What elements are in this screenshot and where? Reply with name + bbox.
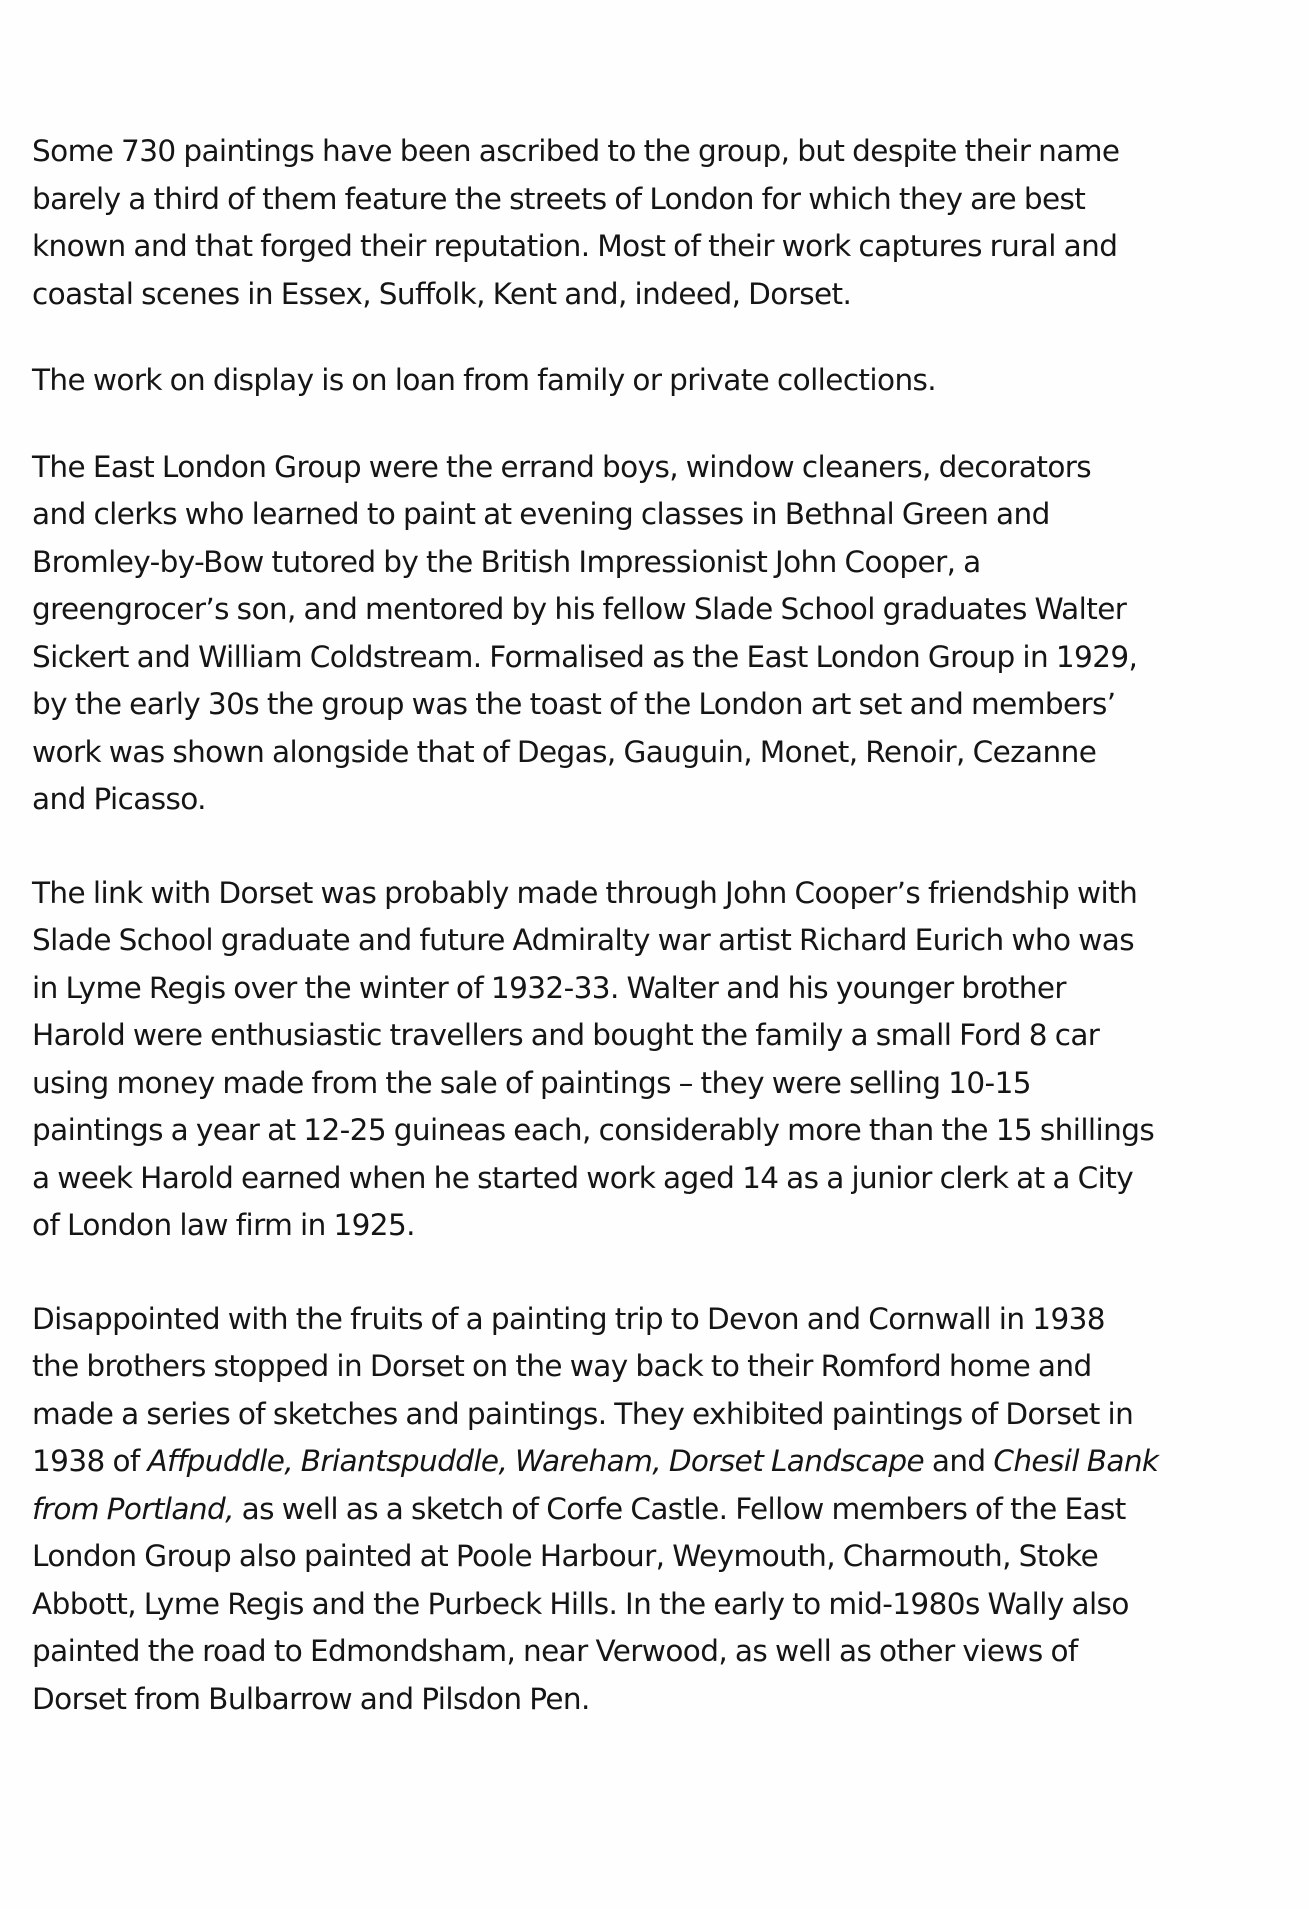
paragraph-gap: [32, 1250, 1292, 1296]
text-line: Harold were enthusiastic travellers and bought the family a small Ford 8 car: [32, 1018, 1100, 1052]
text-line: Disappointed with the fruits of a painting trip to Devon and Cornwall in 1938: [32, 1301, 1105, 1336]
text-line: the brothers stopped in Dorset on the way back to their Romford home and: [32, 1349, 1092, 1383]
painting-title-italic: Chesil Bank: [993, 1444, 1159, 1478]
text-line: greengrocer’s son, and mentored by his fellow Slade School graduates Walter: [32, 592, 1127, 626]
painting-titles-italic: Affpuddle, Briantspuddle, Wareham, Dorset Landscape: [147, 1444, 925, 1478]
text-line: paintings a year at 12-25 guineas each, considerably more than the 15 shillings: [32, 1113, 1155, 1147]
text-line: and clerks who learned to paint at evening classes in Bethnal Green and: [32, 497, 1050, 531]
text-line: a week Harold earned when he started work aged 14 as a junior clerk at a City: [32, 1160, 1134, 1195]
text-line: Some 730 paintings have been ascribed to the group, but despite their name: [32, 134, 1120, 168]
text-line: The work on display is on loan from family or private collections.: [32, 363, 937, 397]
text-line: of London law firm in 1925.: [32, 1208, 415, 1242]
text-line: Abbott, Lyme Regis and the Purbeck Hills. In the early to mid-1980s Wally also: [32, 1586, 1129, 1621]
text-line: coastal scenes in Essex, Suffolk, Kent and, indeed, Dorset.: [32, 276, 852, 311]
text-run: as well as a sketch of Corfe Castle. Fellow members of the East: [233, 1491, 1126, 1526]
paragraph-group-overview: [32, 128, 1292, 318]
paragraph-gap: [32, 318, 1292, 357]
paragraph-dorset-paintings: [32, 1296, 1292, 1724]
text-line: Dorset from Bulbarrow and Pilsdon Pen.: [32, 1681, 590, 1716]
text-line: The East London Group were the errand boys, window cleaners, decorators: [32, 449, 1092, 484]
text-line: made a series of sketches and paintings. They exhibited paintings of Dorset in: [32, 1396, 1134, 1431]
text-line: Bromley-by-Bow tutored by the British Impressionist John Cooper, a: [32, 544, 981, 579]
paragraph-dorset-link: [32, 870, 1292, 1250]
paragraph-loan-note: [32, 357, 1292, 405]
text-line: London Group also painted at Poole Harbour, Weymouth, Charmouth, Stoke: [32, 1539, 1099, 1573]
text-line: by the early 30s the group was the toast of the London art set and members’: [32, 687, 1116, 721]
text-line: Slade School graduate and future Admiralty war artist Richard Eurich who was: [32, 923, 1135, 957]
document-body: [32, 128, 1292, 1723]
text-line: The link with Dorset was probably made through John Cooper’s friendship with: [32, 875, 1138, 910]
text-line: and Picasso.: [32, 782, 206, 816]
text-run: and: [924, 1444, 994, 1478]
text-line: [32, 1438, 1292, 1486]
text-line: known and that forged their reputation. Most of their work captures rural and: [32, 229, 1118, 263]
painting-title-italic: from Portland,: [32, 1491, 234, 1526]
text-line: in Lyme Regis over the winter of 1932-33. Walter and his younger brother: [32, 970, 1066, 1005]
text-line: using money made from the sale of paintings – they were selling 10-15: [32, 1065, 1031, 1100]
text-line: painted the road to Edmondsham, near Verwood, as well as other views of: [32, 1634, 1078, 1668]
paragraph-gap: [32, 405, 1292, 444]
text-line: barely a third of them feature the streets of London for which they are best: [32, 181, 1086, 216]
text-run: 1938 of: [32, 1444, 148, 1478]
text-line: Sickert and William Coldstream. Formalised as the East London Group in 1929,: [32, 639, 1138, 674]
text-line: [32, 1486, 1292, 1534]
paragraph-gap: [32, 824, 1292, 870]
paragraph-group-history: [32, 444, 1292, 824]
text-line: work was shown alongside that of Degas, Gauguin, Monet, Renoir, Cezanne: [32, 734, 1097, 769]
